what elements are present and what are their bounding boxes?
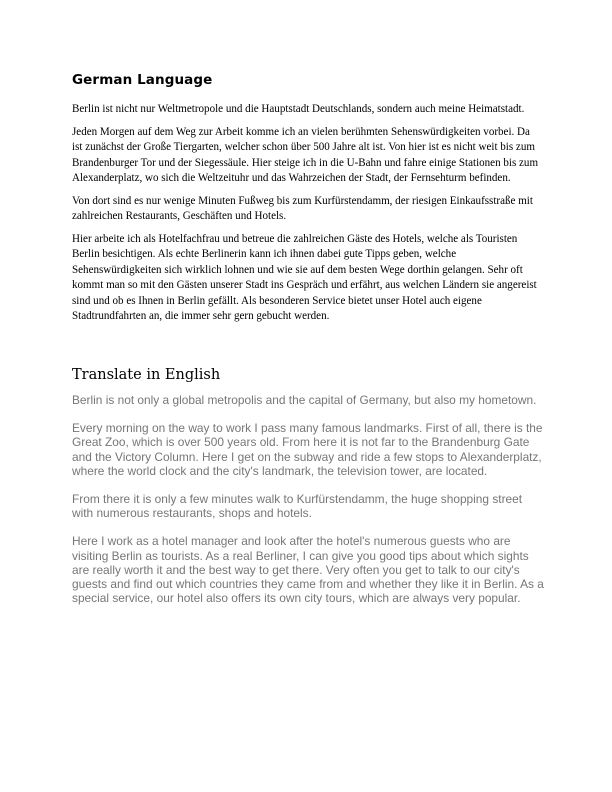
english-paragraph-2: Every morning on the way to work I pass many famous landmarks. First of all, there is the Great Zoo, which is over 500 years old. From here it is not far to the Brandenburg Gate and the Victory Column. Here I get on the subway and ride a few stops to Alexanderplatz, where the world clock and the city's landmark, the television tower, are located.	[72, 421, 543, 478]
german-text-body	[72, 102, 542, 332]
german-paragraph-3: Von dort sind es nur wenige Minuten Fußweg bis zum Kurfürstendamm, der riesigen Einkaufsstraße mit zahlreichen Restaurants, Geschäften und Hotels.	[72, 194, 533, 222]
german-paragraph-4: Hier arbeite ich als Hotelfachfrau und betreue die zahlreichen Gäste des Hotels, welche als Touristen Berlin besichtigen. Als echte Berlinerin kann ich ihnen dabei gute Tipps geben, welche Sehenswürdigkeiten sich wirklich lohnen und wie sie auf dem besten Wege dorthin gelangen. Sehr oft kommt man so mit den Gästen unserer Stadt ins Gespräch und erfährt, aus welchen Ländern sie angereist sind und ob es Ihnen in Berlin gefällt. Als besonderen Service bietet unser Hotel auch eigene Stadtrundfahrten an, die immer sehr gern gebucht werden.	[72, 232, 537, 322]
english-paragraph-3: From there it is only a few minutes walk to Kurfürstendamm, the huge shopping street with numerous restaurants, shops and hotels.	[72, 492, 523, 521]
english-section-title: Translate in English	[72, 367, 221, 383]
english-paragraph-4: Here I work as a hotel manager and look after the hotel's numerous guests who are visiting Berlin as tourists. As a real Berliner, I can give you good tips about which sights are really worth it and the best way to get there. Very often you get to talk to our city's guests and find out which countries they came from and whether they like it in Berlin. As a special service, our hotel also offers its own city tours, which are always very popular.	[72, 534, 544, 606]
german-paragraph-1: Berlin ist nicht nur Weltmetropole und die Hauptstadt Deutschlands, sondern auch meine Heimatstadt.	[72, 103, 525, 115]
german-section-title: German Language	[72, 72, 213, 88]
english-text-body	[72, 393, 544, 619]
english-paragraph-1: Berlin is not only a global metropolis and the capital of Germany, but also my hometown.	[72, 393, 537, 407]
german-paragraph-2: Jeden Morgen auf dem Weg zur Arbeit komme ich an vielen berühmten Sehenswürdigkeiten vorbei. Da ist zunächst der Große Tiergarten, welcher schon über 500 Jahre alt ist. Von hier ist es nicht weit bis zum Brandenburger Tor und der Siegessäule. Hier steige ich in die U-Bahn und fahre einige Stationen bis zum Alexanderplatz, wo sich die Weltzeituhr und das Wahrzeichen der Stadt, der Fernsehturm befinden.	[72, 125, 539, 184]
